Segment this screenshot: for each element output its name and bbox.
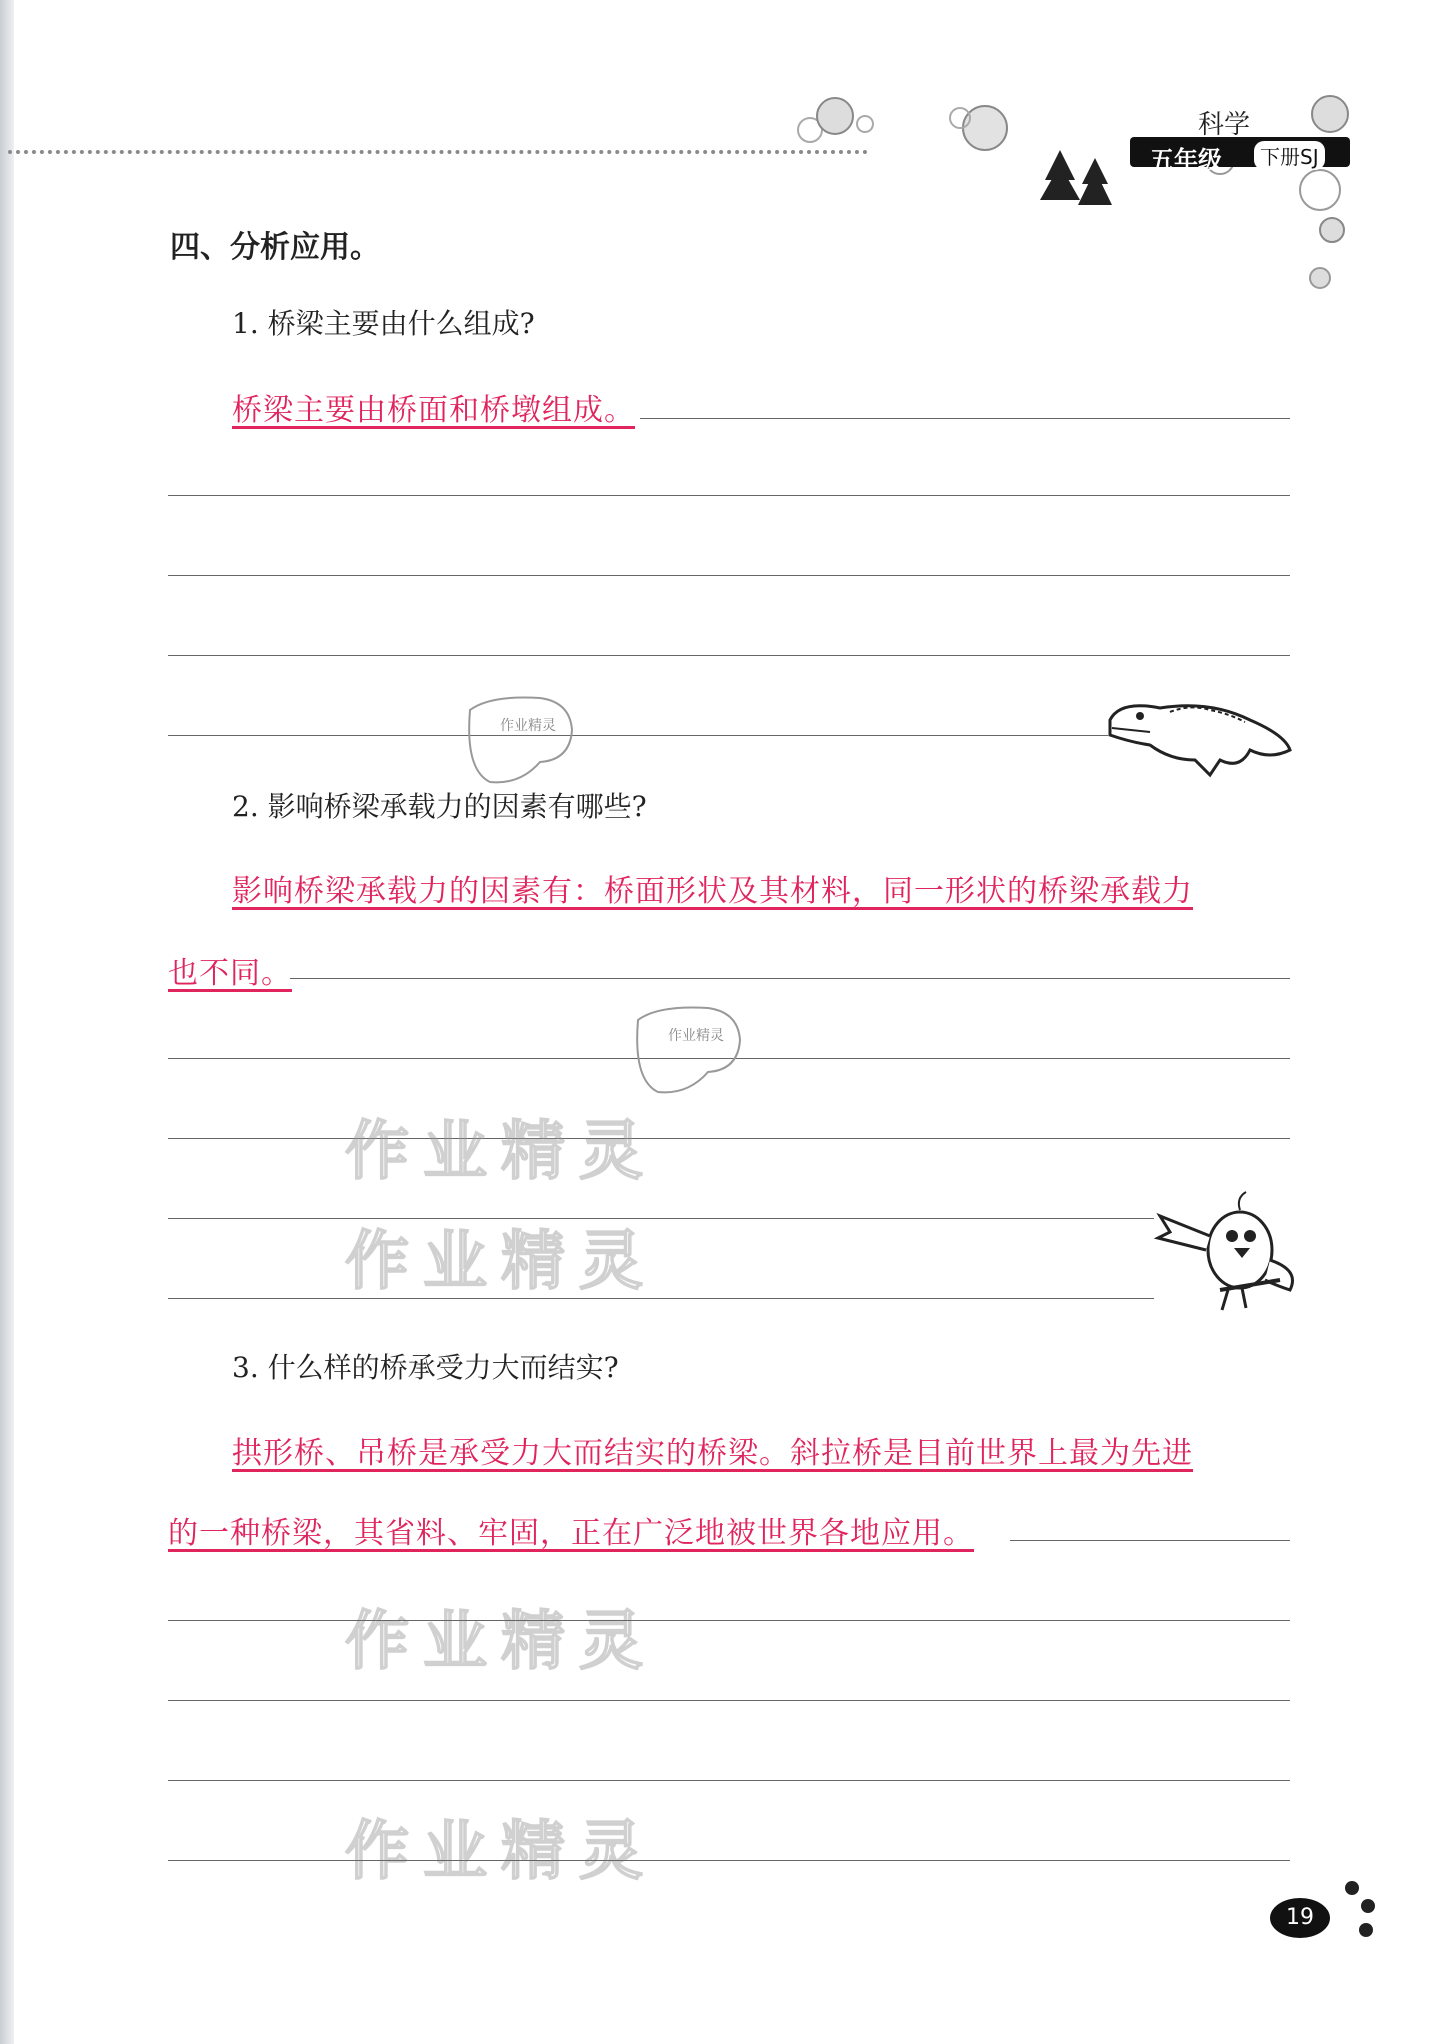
page-number: 19 (1270, 1898, 1330, 1938)
answer-text: 桥梁主要由桥面和桥墩组成。 (232, 393, 635, 428)
stamp-icon (628, 1000, 748, 1100)
crocodile-icon (1100, 680, 1300, 780)
stamp-icon (460, 690, 580, 790)
bird-icon (1150, 1180, 1310, 1330)
writing-line (168, 495, 1290, 496)
watermark: 作业精灵 (345, 1605, 657, 1679)
answer-text: 的一种桥梁，其省料、牢固，正在广泛地被世界各地应用。 (168, 1516, 974, 1551)
writing-line (168, 1298, 1154, 1299)
watermark: 作业精灵 (345, 1115, 657, 1189)
watermark: 作业精灵 (345, 1225, 657, 1299)
question-number: 1. (232, 307, 259, 340)
writing-line (168, 1620, 1290, 1621)
writing-line (168, 735, 1108, 736)
answer-2-line-1 (232, 866, 1193, 910)
writing-line (640, 418, 1290, 419)
stamp-text: 作业精灵 (500, 718, 556, 734)
answer-1-line-1 (232, 385, 635, 429)
section-title: 四、分析应用。 (170, 230, 380, 265)
question-2 (232, 785, 647, 825)
question-3 (232, 1346, 619, 1386)
stamp-text: 作业精灵 (668, 1028, 724, 1044)
writing-line (168, 1700, 1290, 1701)
question-text: 影响桥梁承载力的因素有哪些? (267, 790, 647, 823)
question-text: 桥梁主要由什么组成? (267, 307, 535, 340)
question-number: 3. (232, 1351, 259, 1384)
header-grade: 五年级 (1150, 146, 1222, 174)
answer-3-line-2 (168, 1508, 974, 1552)
answer-2-line-2 (168, 948, 292, 992)
header-subject: 科学 (1198, 110, 1251, 140)
writing-line (168, 1138, 1290, 1139)
writing-line (1010, 1540, 1290, 1541)
bubble-decoration-icon (760, 80, 1360, 310)
page-edge (0, 0, 14, 2044)
dotted-rule (8, 150, 868, 160)
writing-line (168, 1780, 1290, 1781)
question-text: 什么样的桥承受力大而结实? (267, 1351, 619, 1384)
question-1 (232, 302, 535, 342)
answer-text: 拱形桥、吊桥是承受力大而结实的桥梁。斜拉桥是目前世界上最为先进 (232, 1436, 1193, 1471)
writing-line (168, 655, 1290, 656)
writing-line (168, 1218, 1154, 1219)
writing-line (168, 1860, 1290, 1861)
answer-text: 影响桥梁承载力的因素有：桥面形状及其材料，同一形状的桥梁承载力 (232, 874, 1193, 909)
answer-text: 也不同。 (168, 956, 292, 991)
writing-line (290, 978, 1290, 979)
answer-3-line-1 (232, 1428, 1193, 1472)
question-number: 2. (232, 790, 259, 823)
header-volume: 下册SJ (1254, 141, 1325, 170)
watermark: 作业精灵 (345, 1815, 657, 1889)
pine-tree-decoration-icon (1040, 150, 1112, 205)
writing-line (168, 575, 1290, 576)
